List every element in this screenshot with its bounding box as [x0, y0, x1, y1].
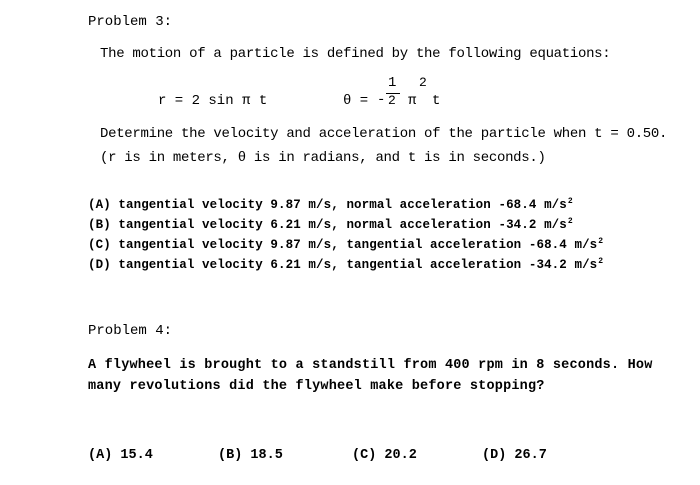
problem-4-answer-d: (D) 26.7: [482, 448, 547, 463]
option-d-superscript: 2: [598, 256, 604, 266]
equation-theta-exponent: 2: [419, 75, 427, 90]
problem-3-heading: Problem 3:: [88, 14, 173, 30]
option-b-text: (B) tangential velocity 6.21 m/s, normal acceleration -34.2 m/s: [88, 218, 567, 232]
problem-4-question-line-1: A flywheel is brought to a standstill from 400 rpm in 8 seconds. How: [88, 358, 653, 373]
problem-3-intro: The motion of a particle is defined by the following equations:: [100, 46, 611, 62]
equation-theta-lhs: θ =: [343, 93, 369, 109]
problem-4-heading: Problem 4:: [88, 323, 173, 339]
problem-3-option-c: [88, 238, 603, 252]
problem-3-question-line-2: (r is in meters, θ is in radians, and t is in seconds.): [100, 150, 546, 166]
equation-theta-pi: π: [408, 93, 417, 109]
problem-3-option-d: [88, 258, 603, 272]
fraction-numerator: 1: [388, 75, 397, 91]
option-d-text: (D) tangential velocity 6.21 m/s, tangential acceleration -34.2 m/s: [88, 258, 598, 272]
option-b-superscript: 2: [567, 216, 573, 226]
fraction-denominator: 2: [388, 93, 396, 108]
problem-3-option-a: [88, 198, 573, 212]
problem-4-answer-c: (C) 20.2: [352, 448, 417, 463]
option-a-text: (A) tangential velocity 9.87 m/s, normal acceleration -68.4 m/s: [88, 198, 567, 212]
problem-4-question-line-2: many revolutions did the flywheel make before stopping?: [88, 379, 545, 394]
problem-4-answer-b: (B) 18.5: [218, 448, 283, 463]
problem-4-answer-a: (A) 15.4: [88, 448, 153, 463]
equation-theta-t: t: [432, 93, 441, 109]
problem-3-question-line-1: Determine the velocity and acceleration of the particle when t = 0.50.: [100, 126, 668, 142]
option-c-superscript: 2: [598, 236, 604, 246]
option-a-superscript: 2: [567, 196, 573, 206]
option-c-text: (C) tangential velocity 9.87 m/s, tangential acceleration -68.4 m/s: [88, 238, 598, 252]
equation-theta: [343, 75, 463, 118]
equation-r: r = 2 sin π t: [158, 93, 268, 109]
problem-3-option-b: [88, 218, 573, 232]
equation-theta-minus: -: [377, 92, 386, 108]
